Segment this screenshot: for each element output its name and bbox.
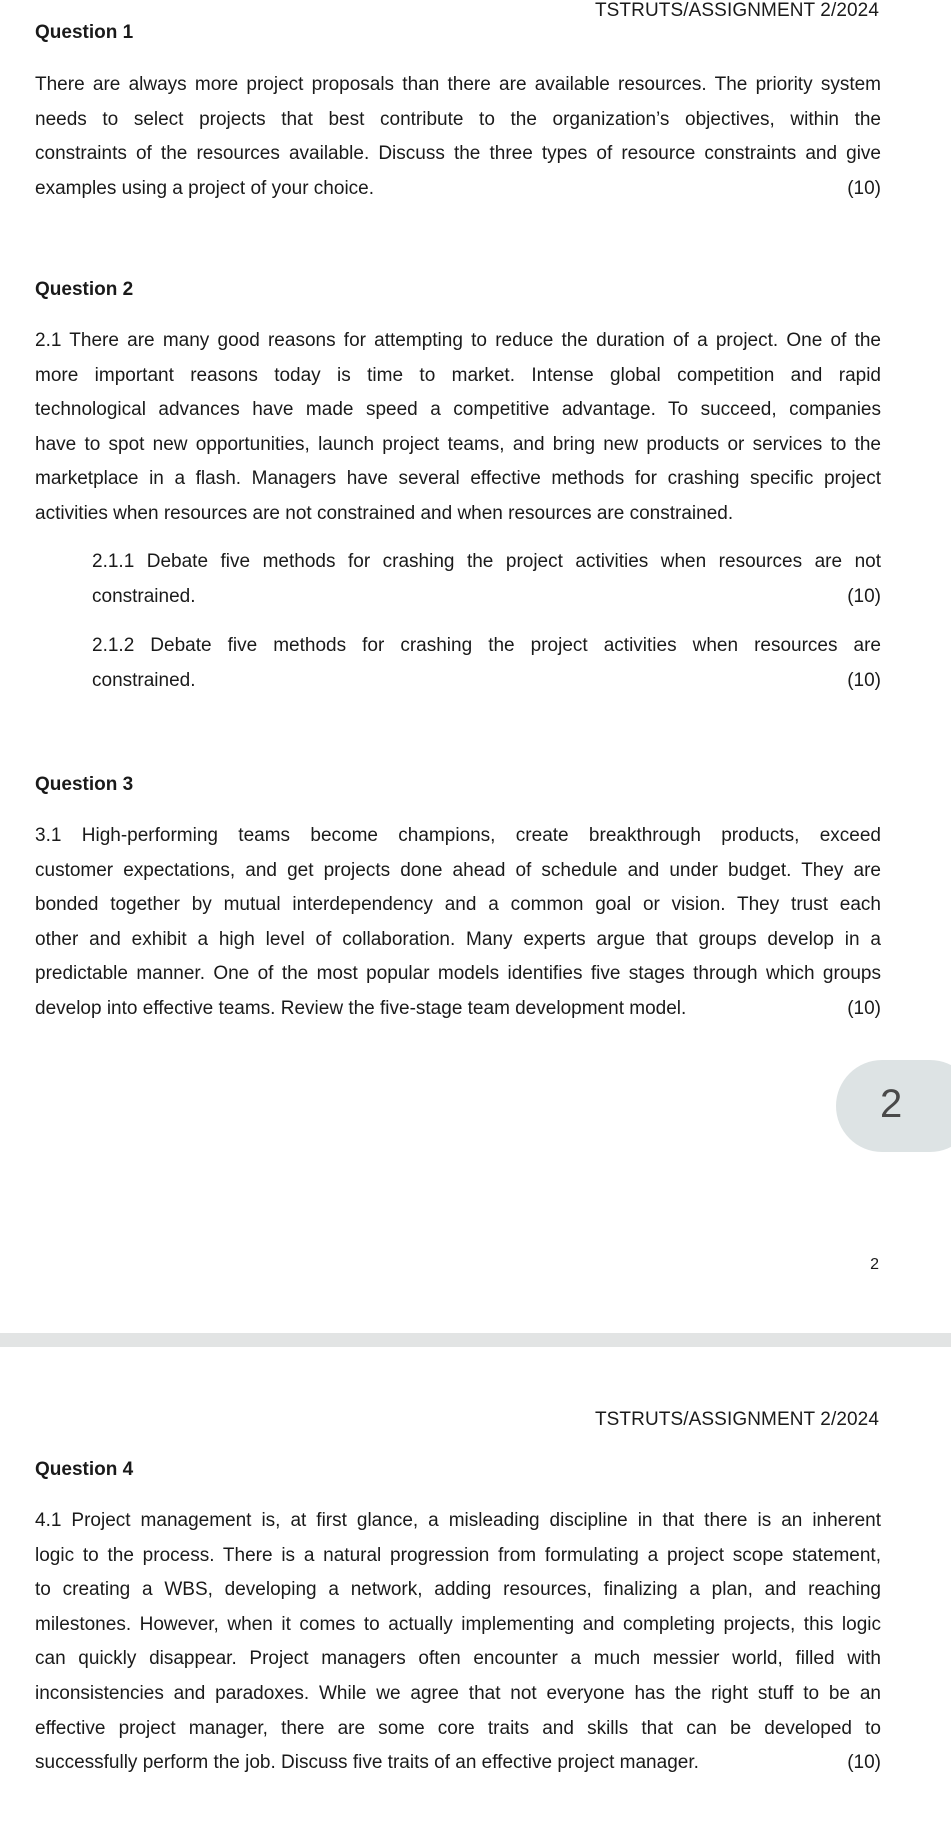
question-1-line: needs to select projects that best contribute to the organization’s objectives, within the (35, 108, 881, 130)
page-number-badge (836, 1060, 951, 1152)
question-2-line: marketplace in a flash. Managers have several effective methods for crashing specific project (35, 468, 881, 490)
question-1-marks: (10) (847, 177, 881, 199)
question-3-line: predictable manner. One of the most popular models identifies five stages through which groups (35, 963, 881, 985)
document-page-2 (0, 1347, 951, 1845)
question-1-heading: Question 1 (35, 22, 134, 43)
question-4-line (35, 1746, 881, 1781)
question-4-marks: (10) (847, 1752, 881, 1774)
question-3-line: customer expectations, and get projects done ahead of schedule and under budget. They are (35, 859, 881, 881)
question-3-line: 3.1 High-performing teams become champions, create breakthrough products, exceed (35, 825, 881, 846)
question-2-1-2-line (92, 664, 881, 699)
question-1-text (35, 68, 881, 206)
question-4-line: effective project manager, there are some core traits and skills that can be developed to (35, 1717, 881, 1739)
question-4-heading: Question 4 (35, 1459, 134, 1480)
question-4-line: can quickly disappear. Project managers often encounter a much messier world, filled with (35, 1648, 881, 1670)
question-2-1-1 (92, 545, 881, 614)
question-3-last-text: develop into effective teams. Review the five-stage team development model. (35, 997, 687, 1019)
question-2-1-1-marks: (10) (847, 585, 881, 607)
question-4-line: milestones. However, when it comes to actually implementing and completing projects, this logic (35, 1613, 881, 1635)
question-4-line: logic to the process. There is a natural progression from formulating a project scope statement, (35, 1544, 881, 1566)
question-4-text (35, 1504, 881, 1781)
question-2-1-2-last-text: constrained. (92, 669, 196, 691)
question-1-line: There are always more project proposals than there are available resources. The priority system (35, 74, 881, 95)
question-3-heading: Question 3 (35, 774, 134, 795)
question-3-text (35, 819, 881, 1027)
page-separator (0, 1333, 951, 1347)
question-2-1-2 (92, 629, 881, 698)
question-4-line: inconsistencies and paradoxes. While we agree that not everyone has the right stuff to be an (35, 1682, 881, 1704)
footer-page-number: 2 (870, 1256, 879, 1273)
question-2-line: 2.1 There are many good reasons for attempting to reduce the duration of a project. One of the (35, 330, 881, 351)
question-2-intro (35, 324, 881, 532)
question-2-1-1-line: 2.1.1 Debate five methods for crashing the project activities when resources are not (92, 551, 881, 572)
question-2-1-1-last-text: constrained. (92, 585, 196, 607)
question-4-last-text: successfully perform the job. Discuss five traits of an effective project manager. (35, 1752, 699, 1774)
question-1-line (35, 172, 881, 207)
question-2-line: technological advances have made speed a competitive advantage. To succeed, companies (35, 399, 881, 421)
question-3-marks: (10) (847, 997, 881, 1019)
page-number-badge-text: 2 (880, 1082, 903, 1126)
question-1-last-text: examples using a project of your choice. (35, 177, 375, 199)
page-header: TSTRUTS/ASSIGNMENT 2/2024 (594, 0, 879, 21)
question-2-1-2-marks: (10) (847, 669, 881, 691)
question-3-line (35, 992, 881, 1027)
question-2-line: have to spot new opportunities, launch project teams, and bring new products or services to the (35, 433, 881, 455)
question-2-line: activities when resources are not constrained and when resources are constrained. (35, 502, 734, 524)
question-3-line: bonded together by mutual interdependency and a common goal or vision. They trust each (35, 894, 881, 916)
question-4-line: to creating a WBS, developing a network, adding resources, finalizing a plan, and reaching (35, 1579, 881, 1601)
question-2-1-2-line: 2.1.2 Debate five methods for crashing the project activities when resources are (92, 635, 881, 656)
question-2-heading: Question 2 (35, 279, 134, 300)
question-1-line: constraints of the resources available. Discuss the three types of resource constraints and give (35, 143, 881, 165)
page-header: TSTRUTS/ASSIGNMENT 2/2024 (594, 1409, 879, 1430)
question-4-line: 4.1 Project management is, at first glance, a misleading discipline in that there is an inherent (35, 1510, 881, 1531)
question-3-line: other and exhibit a high level of collaboration. Many experts argue that groups develop in a (35, 928, 881, 950)
question-2-line: more important reasons today is time to market. Intense global competition and rapid (35, 364, 881, 386)
question-2-1-1-line (92, 580, 881, 615)
